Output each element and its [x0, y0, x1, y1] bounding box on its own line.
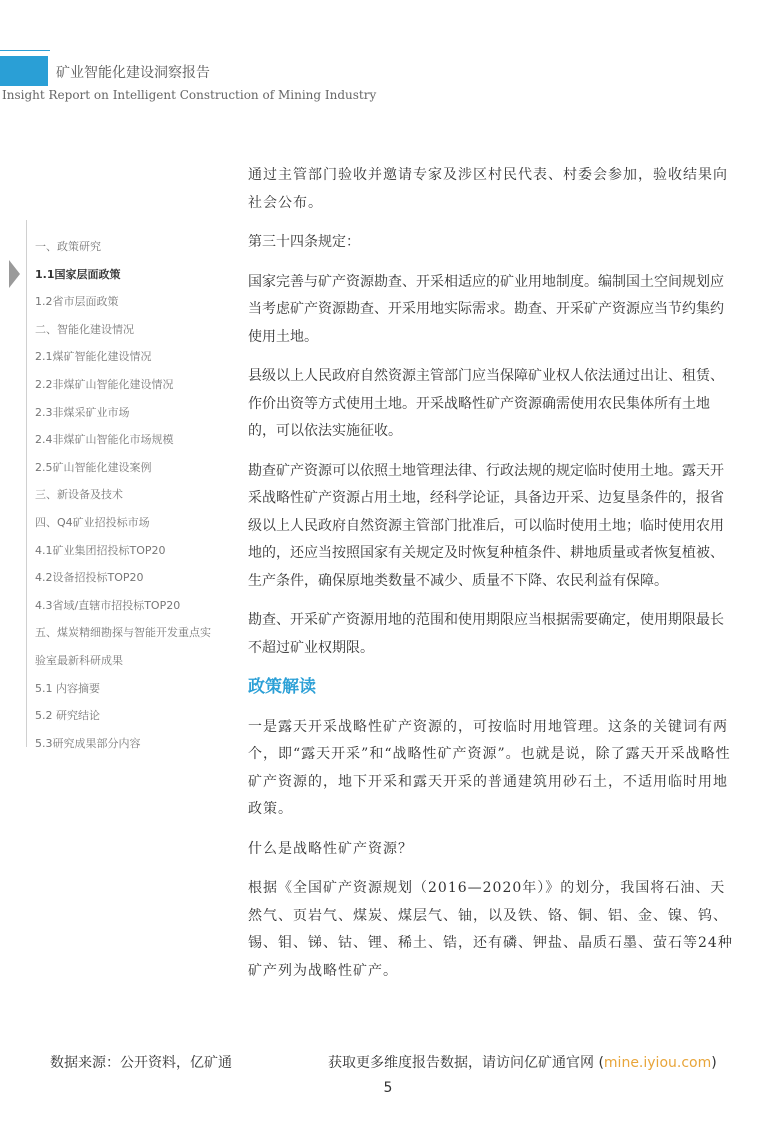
toc-item[interactable]: 三、新设备及技术: [35, 488, 123, 502]
header-top-line: [0, 50, 50, 51]
paragraph: 勘查、开采矿产资源用地的范围和使用期限应当根据需要确定，使用期限最长不超过矿业权期限。: [248, 612, 724, 656]
main-content: [248, 162, 736, 997]
toc-item-active[interactable]: 1.1国家层面政策: [35, 267, 121, 281]
paragraph: 通过主管部门验收并邀请专家及涉区村民代表、村委会参加，验收结果向社会公布。: [248, 167, 728, 211]
toc-item[interactable]: 五、煤炭精细勘探与智能开发重点实: [35, 626, 211, 640]
section-heading: 政策解读: [248, 677, 316, 697]
paragraph: 国家完善与矿产资源勘查、开采相适应的矿业用地制度。编制国土空间规划应当考虑矿产资源勘查、开采用地实际需求。勘查、开采矿产资源应当节约集约使用土地。: [248, 273, 724, 345]
current-section-arrow-icon: [9, 260, 20, 288]
paragraph: 根据《全国矿产资源规划（2016—2020年）》的划分，我国将石油、天然气、页岩气、煤炭、煤层气、铀，以及铁、铬、铜、铝、金、镍、钨、锡、钼、锑、钴、锂、稀土、锆，还有磷、钾盐、晶质石墨、萤石等24种矿产列为战略性矿产。: [248, 880, 733, 979]
toc-item[interactable]: 5.2 研究结论: [35, 709, 100, 723]
footer-cta: [328, 1052, 717, 1072]
toc-item[interactable]: 二、智能化建设情况: [35, 322, 134, 336]
toc-item[interactable]: 2.4非煤矿山智能化市场规模: [35, 433, 174, 447]
footer-cta-text: 获取更多维度报告数据，请访问亿矿通官网 (: [328, 1055, 604, 1071]
paragraph: 一是露天开采战略性矿产资源的，可按临时用地管理。这条的关键词有两个，即“露天开采”和“战略性矿产资源”。也就是说，除了露天开采战略性矿产资源的，地下开采和露天开采的普通建筑用砂石土，不适用临时用地政策。: [248, 718, 731, 817]
report-title: 矿业智能化建设洞察报告: [56, 65, 210, 81]
page-number: 5: [383, 1080, 393, 1096]
toc-item[interactable]: 5.1 内容摘要: [35, 681, 100, 695]
toc-item[interactable]: 2.3非煤采矿业市场: [35, 405, 130, 419]
toc-item[interactable]: 2.2非煤矿山智能化建设情况: [35, 377, 174, 391]
toc-item[interactable]: 验室最新科研成果: [35, 653, 123, 667]
toc-item[interactable]: 一、政策研究: [35, 240, 101, 253]
article-heading: 第三十四条规定：: [248, 234, 360, 250]
footer-cta-suffix: ): [711, 1055, 717, 1071]
question-heading: 什么是战略性矿产资源？: [248, 840, 413, 857]
data-source: 数据来源：公开资料，亿矿通: [50, 1055, 232, 1071]
paragraph: 县级以上人民政府自然资源主管部门应当保障矿业权人依法通过出让、租赁、作价出资等方式使用土地。开采战略性矿产资源确需使用农民集体所有土地的，可以依法实施征收。: [248, 368, 724, 439]
toc-item[interactable]: 2.5矿山智能化建设案例: [35, 460, 152, 474]
brand-block: [0, 56, 48, 86]
toc-divider: [26, 220, 27, 747]
toc-item[interactable]: 四、Q4矿业招投标市场: [35, 515, 150, 529]
paragraph: 勘查矿产资源可以依照土地管理法律、行政法规的规定临时使用土地。露天开采战略性矿产资源占用土地，经科学论证，具备边开采、边复垦条件的，报省级以上人民政府自然资源主管部门批准后，可以临时使用土地；临时使用农用地的，还应当按照国家有关规定及时恢复种植条件、耕地质量或者恢复植被、生产条件，确保原地类数量不减少、质量不下降、农民利益有保障。: [248, 462, 724, 589]
table-of-contents: [35, 233, 235, 757]
toc-item[interactable]: 4.2设备招投标TOP20: [35, 571, 144, 585]
report-subtitle: Insight Report on Intelligent Construction of Mining Industry: [2, 88, 377, 102]
website-link[interactable]: mine.iyiou.com: [603, 1055, 712, 1071]
toc-item[interactable]: 4.1矿业集团招投标TOP20: [35, 543, 166, 557]
toc-item[interactable]: 5.3研究成果部分内容: [35, 736, 141, 750]
toc-item[interactable]: 2.1煤矿智能化建设情况: [35, 350, 152, 364]
toc-item[interactable]: 4.3省域/直辖市招投标TOP20: [35, 598, 181, 612]
toc-item[interactable]: 1.2省市层面政策: [35, 295, 119, 309]
